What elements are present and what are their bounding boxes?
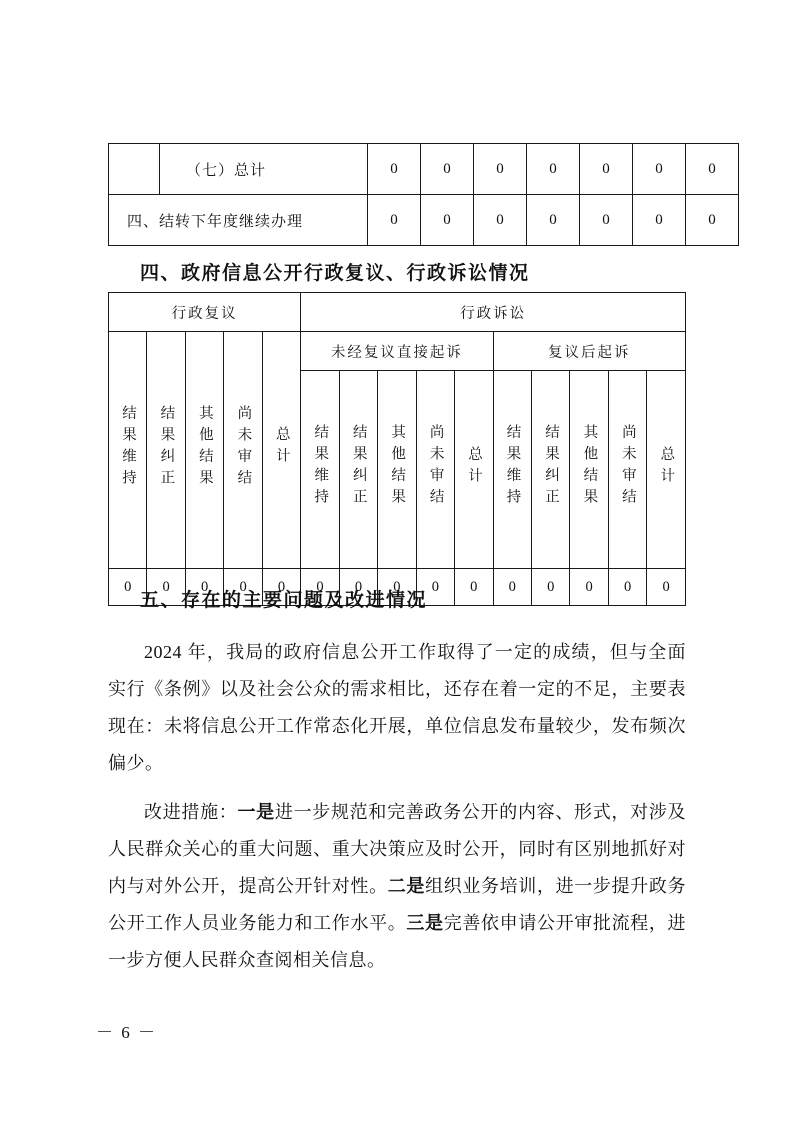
row-value: 0 xyxy=(580,195,633,246)
improvement-item-3-label: 三是 xyxy=(406,913,444,933)
col-label: 结果纠正 xyxy=(350,424,367,510)
table-subheader-row xyxy=(109,332,686,371)
group-header-administrative-review: 行政复议 xyxy=(109,293,301,332)
subheader-direct-litigation: 未经复议直接起诉 xyxy=(301,332,493,371)
col-header-post-upheld xyxy=(493,371,531,569)
row-lead-cell xyxy=(109,144,160,195)
row-value: 0 xyxy=(686,195,739,246)
improvement-item-2-label: 二是 xyxy=(387,876,426,896)
row-value: 0 xyxy=(421,195,474,246)
col-label: 尚未审结 xyxy=(619,424,636,510)
section-4-heading: 四、政府信息公开行政复议、行政诉讼情况 xyxy=(140,263,530,284)
cell-value: 0 xyxy=(109,569,147,606)
row-value: 0 xyxy=(633,144,686,195)
row-value: 0 xyxy=(686,144,739,195)
section-5-paragraph-1: 2024 年，我局的政府信息公开工作取得了一定的成绩，但与全面实行《条例》以及社会公众的需求相比，还存在着一定的不足，主要表现在：未将信息公开工作常态化开展，单位信息发布量较少，发布频次偏少。 xyxy=(108,642,686,773)
row-label: （七）总计 xyxy=(160,144,368,195)
cell-value: 0 xyxy=(647,569,686,606)
col-header-review-total xyxy=(262,332,300,569)
improvement-item-1-label: 一是 xyxy=(237,802,275,822)
table-row xyxy=(109,195,739,246)
row-value: 0 xyxy=(368,195,421,246)
col-header-post-other xyxy=(570,371,608,569)
improvement-item-3-text: 完善依申请公开审批流程，进一步方便人民群众查阅相关信息。 xyxy=(108,913,687,970)
table-row xyxy=(109,144,739,195)
col-header-direct-pending xyxy=(416,371,454,569)
table-group-header-row xyxy=(109,293,686,332)
subheader-post-review-litigation: 复议后起诉 xyxy=(493,332,685,371)
cell-value: 0 xyxy=(262,569,300,606)
row-label: 四、结转下年度继续办理 xyxy=(109,195,368,246)
col-label: 结果纠正 xyxy=(158,404,175,491)
col-header-post-corrected xyxy=(531,371,569,569)
cell-value: 0 xyxy=(493,569,531,606)
col-label: 其他结果 xyxy=(581,424,598,510)
col-header-review-other xyxy=(185,332,223,569)
col-label: 结果维持 xyxy=(504,424,521,510)
cell-value: 0 xyxy=(608,569,646,606)
carryover-table xyxy=(108,143,739,246)
row-value: 0 xyxy=(527,144,580,195)
cell-value: 0 xyxy=(455,569,493,606)
col-header-direct-corrected xyxy=(339,371,377,569)
section-5-heading: 五、存在的主要问题及改进情况 xyxy=(140,590,428,611)
col-label: 总计 xyxy=(658,445,675,489)
col-label: 尚未审结 xyxy=(427,424,444,510)
col-header-post-total xyxy=(647,371,686,569)
cell-value: 0 xyxy=(416,569,454,606)
improvement-item-2-text: 组织业务培训，进一步提升政务公开工作人员业务能力和工作水平。 xyxy=(108,876,687,933)
col-header-review-pending xyxy=(224,332,262,569)
cell-value: 0 xyxy=(301,569,339,606)
page-number: － 6 － xyxy=(96,1023,157,1042)
row-value: 0 xyxy=(368,144,421,195)
col-header-direct-total xyxy=(455,371,493,569)
col-header-post-pending xyxy=(608,371,646,569)
col-label: 其他结果 xyxy=(389,424,406,510)
row-value: 0 xyxy=(580,144,633,195)
cell-value: 0 xyxy=(570,569,608,606)
row-value: 0 xyxy=(474,195,527,246)
col-label: 尚未审结 xyxy=(235,404,252,491)
improvement-item-1-text: 进一步规范和完善政务公开的内容、形式，对涉及人民群众关心的重大问题、重大决策应及时公开，同时有区别地抓好对内与对外公开，提高公开针对性。 xyxy=(108,802,687,896)
row-value: 0 xyxy=(421,144,474,195)
cell-value: 0 xyxy=(147,569,185,606)
row-value: 0 xyxy=(527,195,580,246)
cell-value: 0 xyxy=(224,569,262,606)
row-value: 0 xyxy=(474,144,527,195)
col-label: 结果纠正 xyxy=(542,424,559,510)
col-label: 总计 xyxy=(273,426,290,469)
row-value: 0 xyxy=(633,195,686,246)
improvement-prefix: 改进措施： xyxy=(144,802,238,822)
section-5-paragraph-2 xyxy=(108,794,686,979)
col-label: 结果维持 xyxy=(312,424,329,510)
cell-value: 0 xyxy=(339,569,377,606)
cell-value: 0 xyxy=(531,569,569,606)
review-litigation-table xyxy=(108,292,686,606)
col-label: 结果维持 xyxy=(119,404,136,491)
cell-value: 0 xyxy=(378,569,416,606)
col-label: 总计 xyxy=(466,445,483,489)
group-header-administrative-litigation: 行政诉讼 xyxy=(301,293,686,332)
col-label: 其他结果 xyxy=(196,404,213,491)
col-header-review-upheld xyxy=(109,332,147,569)
col-header-review-corrected xyxy=(147,332,185,569)
col-header-direct-upheld xyxy=(301,371,339,569)
cell-value: 0 xyxy=(185,569,223,606)
col-header-direct-other xyxy=(378,371,416,569)
